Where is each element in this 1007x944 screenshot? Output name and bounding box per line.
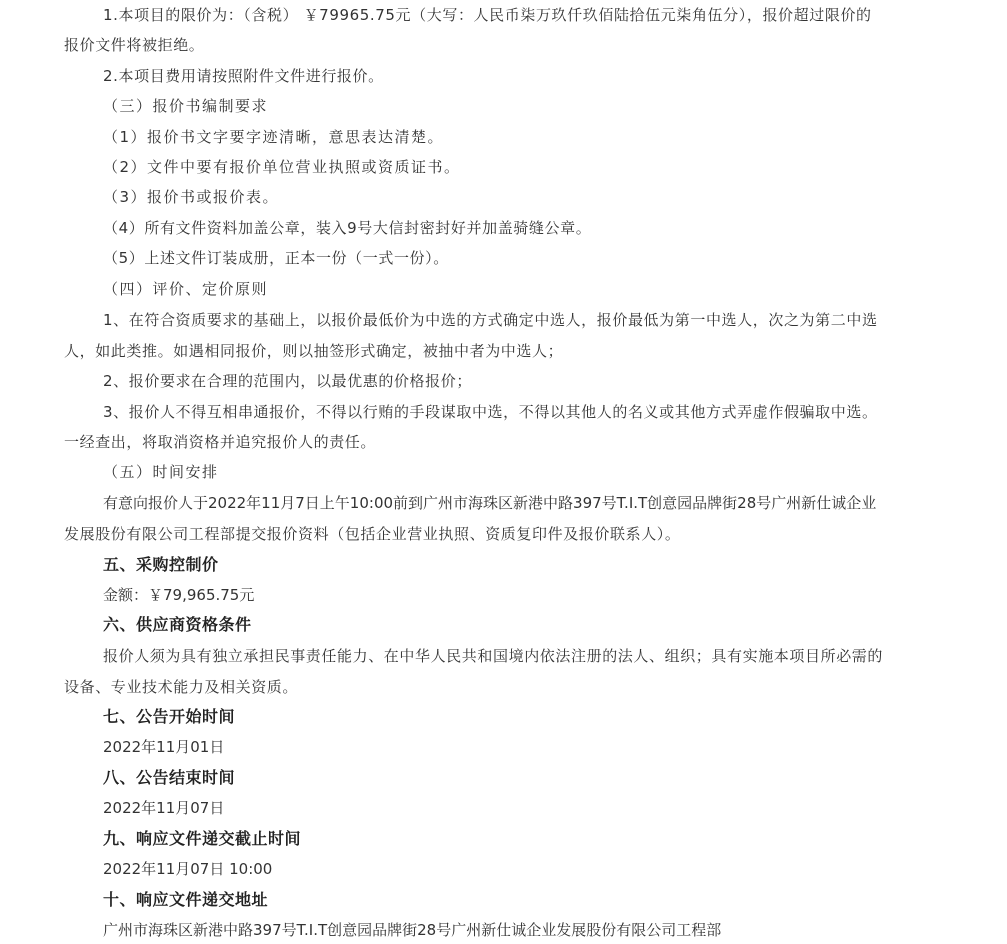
eval-rule-1-cont: 人，如此类推。如遇相同报价，则以抽签形式确定，被抽中者为中选人； bbox=[64, 342, 564, 360]
notice-start-date: 2022年11月01日 bbox=[103, 738, 225, 756]
req-item-1: （1）报价书文字要字迹清晰，意思表达清楚。 bbox=[103, 128, 445, 146]
submission-deadline-heading: 九、响应文件递交截止时间 bbox=[103, 829, 302, 848]
supplier-qualification-heading: 六、供应商资格条件 bbox=[103, 615, 252, 634]
schedule-line-cont: 发展股份有限公司工程部提交报价资料（包括企业营业执照、资质复印件及报价联系人）。 bbox=[64, 525, 681, 543]
supplier-qualification-text-cont: 设备、专业技术能力及相关资质。 bbox=[64, 678, 299, 696]
eval-rule-2: 2、报价要求在合理的范围内，以最优惠的价格报价； bbox=[103, 372, 472, 390]
schedule-line: 有意向报价人于2022年11月7日上午10:00前到广州市海珠区新港中路397号T.I.T创意园品牌街28号广州新仕诚企业 bbox=[103, 494, 877, 512]
section-5-heading: （五）时间安排 bbox=[103, 463, 219, 481]
notice-end-date: 2022年11月07日 bbox=[103, 799, 225, 817]
req-item-3: （3）报价书或报价表。 bbox=[103, 188, 280, 206]
notice-end-heading: 八、公告结束时间 bbox=[103, 768, 236, 787]
eval-rule-1: 1、在符合资质要求的基础上，以报价最低价为中选的方式确定中选人，报价最低为第一中选人，次之为第二中选 bbox=[103, 311, 878, 329]
req-item-2: （2）文件中要有报价单位营业执照或资质证书。 bbox=[103, 158, 461, 176]
section-4-heading: （四）评价、定价原则 bbox=[103, 280, 269, 298]
procurement-control-price-heading: 五、采购控制价 bbox=[103, 555, 219, 574]
submission-address-heading: 十、响应文件递交地址 bbox=[103, 890, 269, 909]
submission-deadline: 2022年11月07日 10:00 bbox=[103, 860, 273, 878]
eval-rule-3-cont: 一经查出，将取消资格并追究报价人的责任。 bbox=[64, 433, 377, 451]
limit-price-line: 1.本项目的限价为：（含税） ￥79965.75元（大写：人民币柒万玖仟玖佰陆拾伍元柒角伍分），报价超过限价的 bbox=[103, 6, 872, 24]
control-price-amount: 金额：￥79,965.75元 bbox=[103, 586, 255, 604]
eval-rule-3: 3、报价人不得互相串通报价，不得以行贿的手段谋取中选，不得以其他人的名义或其他方式弄虚作假骗取中选。 bbox=[103, 403, 878, 421]
section-3-heading: （三）报价书编制要求 bbox=[103, 97, 269, 115]
req-item-4: （4）所有文件资料加盖公章，装入9号大信封密封好并加盖骑缝公章。 bbox=[103, 219, 592, 237]
fee-instruction-line: 2.本项目费用请按照附件文件进行报价。 bbox=[103, 67, 384, 85]
notice-start-heading: 七、公告开始时间 bbox=[103, 707, 236, 726]
submission-address: 广州市海珠区新港中路397号T.I.T创意园品牌街28号广州新仕诚企业发展股份有限公司工程部 bbox=[103, 921, 722, 939]
req-item-5: （5）上述文件订装成册，正本一份（一式一份）。 bbox=[103, 249, 449, 267]
supplier-qualification-text: 报价人须为具有独立承担民事责任能力、在中华人民共和国境内依法注册的法人、组织；具有实施本项目所必需的 bbox=[103, 647, 884, 665]
limit-price-line-cont: 报价文件将被拒绝。 bbox=[64, 36, 205, 54]
